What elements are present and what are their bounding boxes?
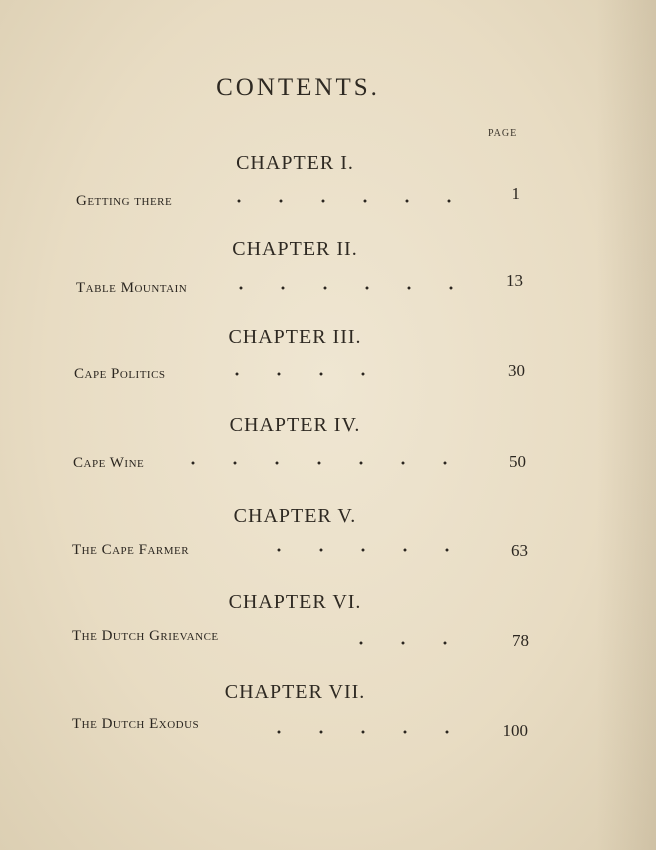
page-number: 1 — [511, 184, 520, 203]
chapter-entry-title: The Dutch Exodus — [72, 716, 200, 732]
chapter-heading: CHAPTER II. — [232, 238, 358, 260]
page-number: 13 — [506, 271, 523, 290]
chapter-heading: CHAPTER VII. — [224, 681, 366, 703]
chapter-heading: CHAPTER III. — [228, 326, 362, 348]
dot-leader — [172, 458, 478, 468]
chapter-entry-title: Cape Wine — [73, 455, 145, 471]
chapter-entry-title: The Dutch Grievance — [72, 628, 219, 644]
page-number: 100 — [502, 721, 528, 740]
chapter-heading: CHAPTER I. — [236, 152, 354, 174]
dot-leader — [340, 638, 480, 648]
chapter-heading: CHAPTER VI. — [228, 591, 362, 613]
dot-leader — [258, 727, 480, 737]
chapter-entry-title: Getting there — [76, 193, 173, 209]
page-number: 63 — [511, 541, 528, 560]
page-number: 30 — [508, 361, 525, 380]
chapter-heading: CHAPTER IV. — [229, 414, 361, 436]
dot-leader — [258, 545, 480, 555]
page-number: 50 — [509, 452, 526, 471]
dot-leader — [218, 196, 470, 206]
page-column-label: PAGE — [488, 128, 518, 139]
dot-leader — [216, 369, 394, 379]
chapter-entry-title: The Cape Farmer — [72, 542, 190, 558]
contents-title: CONTENTS. — [216, 74, 380, 101]
page-number: 78 — [512, 631, 529, 650]
chapter-entry-title: Cape Politics — [74, 366, 166, 382]
chapter-heading: CHAPTER V. — [233, 505, 357, 527]
chapter-entry-title: Table Mountain — [76, 280, 188, 296]
dot-leader — [220, 283, 472, 293]
